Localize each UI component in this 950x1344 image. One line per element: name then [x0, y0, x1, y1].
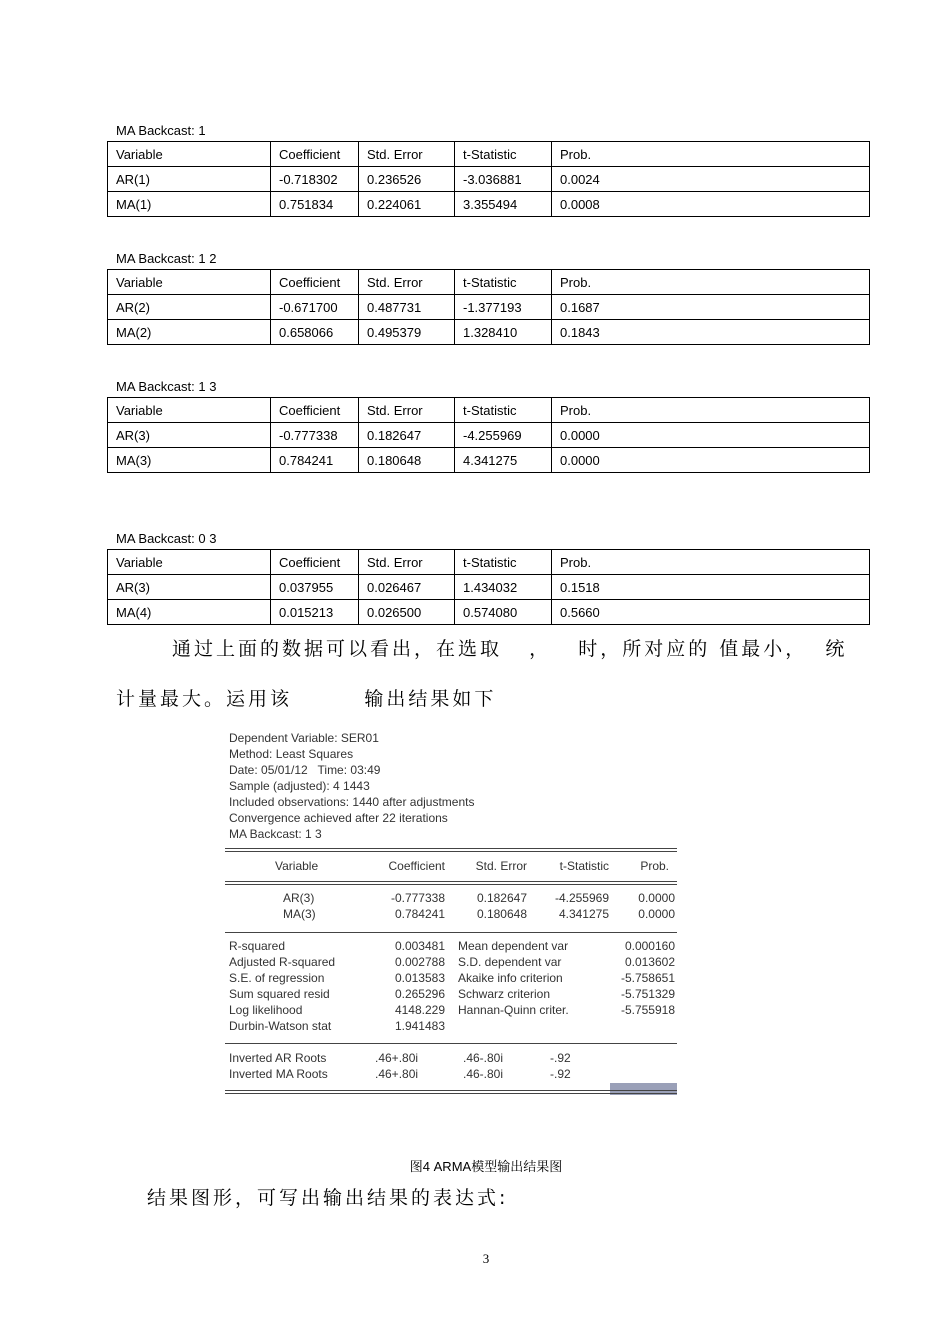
- table-header-cell: t-Statistic: [455, 398, 552, 423]
- eviews-column-header: Variable: [275, 859, 319, 873]
- eviews-stat-value: 0.265296: [394, 987, 445, 1001]
- eviews-stat-label: Log likelihood: [229, 1003, 303, 1017]
- table-caption-backcast-1-2: MA Backcast: 1 2: [116, 251, 217, 266]
- table-cell: 0.0000: [552, 423, 870, 448]
- eviews-stat-label: Sum squared resid: [229, 987, 330, 1001]
- eviews-coef-cell: 0.180648: [476, 907, 527, 921]
- table-cell: 0.658066: [271, 320, 359, 345]
- eviews-root-value: .46+.80i: [375, 1051, 419, 1065]
- divider: [225, 848, 677, 849]
- divider: [225, 1090, 677, 1091]
- eviews-coef-cell: 0.0000: [638, 891, 675, 905]
- table-header-row: [108, 142, 870, 167]
- eviews-stat-value: -5.758651: [620, 971, 675, 985]
- table-cell: 1.328410: [455, 320, 552, 345]
- eviews-root-value: -.92: [550, 1067, 571, 1081]
- eviews-stat-value: 0.013602: [624, 955, 675, 969]
- eviews-root-value: .46-.80i: [463, 1067, 504, 1081]
- table-caption-backcast-1-3: MA Backcast: 1 3: [116, 379, 217, 394]
- eviews-stat-value: 4148.229: [394, 1003, 445, 1017]
- table-header-cell: Variable: [108, 550, 271, 575]
- table-cell: -1.377193: [455, 295, 552, 320]
- table-cell: 0.1518: [552, 575, 870, 600]
- eviews-stat-label: Adjusted R-squared: [229, 955, 336, 969]
- table-row: [108, 192, 870, 217]
- eviews-coef-cell: 0.0000: [638, 907, 675, 921]
- eviews-stat-label: S.D. dependent var: [458, 955, 562, 969]
- eviews-coef-cell: 4.341275: [558, 907, 609, 921]
- eviews-header-line: Method: Least Squares: [229, 747, 354, 761]
- table-cell: 0.236526: [359, 167, 455, 192]
- eviews-stat-label: Hannan-Quinn criter.: [458, 1003, 569, 1017]
- table-cell: 0.182647: [359, 423, 455, 448]
- table-cell: MA(3): [108, 448, 271, 473]
- table-cell: AR(1): [108, 167, 271, 192]
- coefficient-table-backcast-1-2: [107, 269, 870, 345]
- eviews-stat-label: R-squared: [229, 939, 286, 953]
- table-cell: 0.487731: [359, 295, 455, 320]
- table-header-cell: Std. Error: [359, 398, 455, 423]
- table-row: [108, 295, 870, 320]
- table-cell: AR(3): [108, 423, 271, 448]
- table-header-cell: Coefficient: [271, 550, 359, 575]
- table-cell: 1.434032: [455, 575, 552, 600]
- table-cell: 0.0008: [552, 192, 870, 217]
- table-cell: 0.574080: [455, 600, 552, 625]
- page-number: 3: [482, 1251, 490, 1266]
- table-header-cell: Std. Error: [359, 550, 455, 575]
- divider: [225, 851, 677, 852]
- table-cell: 0.180648: [359, 448, 455, 473]
- paragraph-line-2: 计量最大。运用该 输出结果如下: [116, 688, 497, 710]
- table-cell: 0.015213: [271, 600, 359, 625]
- table-cell: 0.495379: [359, 320, 455, 345]
- table-cell: -3.036881: [455, 167, 552, 192]
- table-header-cell: Variable: [108, 142, 271, 167]
- table-cell: -4.255969: [455, 423, 552, 448]
- table-header-cell: Coefficient: [271, 142, 359, 167]
- table-cell: MA(2): [108, 320, 271, 345]
- table-header-cell: t-Statistic: [455, 550, 552, 575]
- coefficient-table-backcast-1: [107, 141, 870, 217]
- eviews-stat-value: 0.002788: [394, 955, 445, 969]
- eviews-roots-label: Inverted AR Roots: [229, 1051, 327, 1065]
- divider: [225, 884, 677, 885]
- table-cell: 0.037955: [271, 575, 359, 600]
- table-cell: AR(3): [108, 575, 271, 600]
- table-header-cell: Prob.: [552, 398, 870, 423]
- table-header-cell: Coefficient: [271, 398, 359, 423]
- table-header-cell: Variable: [108, 398, 271, 423]
- eviews-coef-cell: -4.255969: [554, 891, 609, 905]
- table-cell: -0.777338: [271, 423, 359, 448]
- table-row: [108, 423, 870, 448]
- eviews-stat-value: -5.751329: [620, 987, 675, 1001]
- coefficient-table-backcast-1-3: [107, 397, 870, 473]
- table-row: [108, 167, 870, 192]
- eviews-column-header: Coefficient: [388, 859, 445, 873]
- table-caption-backcast-0-3: MA Backcast: 0 3: [116, 531, 217, 546]
- table-cell: 0.026467: [359, 575, 455, 600]
- figure-caption: 图4 ARMA模型输出结果图: [409, 1159, 563, 1174]
- eviews-stat-value: 0.013583: [394, 971, 445, 985]
- table-header-row: [108, 550, 870, 575]
- divider: [225, 1093, 677, 1094]
- eviews-coef-cell: AR(3): [283, 891, 315, 905]
- eviews-stat-value: 1.941483: [394, 1019, 445, 1033]
- eviews-coef-cell: -0.777338: [390, 891, 445, 905]
- table-cell: 0.1843: [552, 320, 870, 345]
- table-cell: 0.224061: [359, 192, 455, 217]
- table-cell: 0.751834: [271, 192, 359, 217]
- eviews-stat-value: -5.755918: [620, 1003, 675, 1017]
- table-header-cell: t-Statistic: [455, 142, 552, 167]
- eviews-root-value: -.92: [550, 1051, 571, 1065]
- eviews-coef-cell: 0.784241: [394, 907, 445, 921]
- eviews-stat-label: Mean dependent var: [458, 939, 569, 953]
- divider: [225, 881, 677, 882]
- divider: [225, 1043, 677, 1044]
- divider: [225, 932, 677, 933]
- eviews-header-line: Date: 05/01/12 Time: 03:49: [229, 763, 381, 777]
- table-cell: 0.026500: [359, 600, 455, 625]
- table-cell: 0.0000: [552, 448, 870, 473]
- table-cell: 0.0024: [552, 167, 870, 192]
- eviews-column-header: Prob.: [640, 859, 669, 873]
- table-cell: 4.341275: [455, 448, 552, 473]
- closing-line: 结果图形，可写出输出结果的表达式:: [147, 1187, 509, 1209]
- eviews-header-line: Dependent Variable: SER01: [229, 731, 379, 745]
- table-header-cell: Std. Error: [359, 270, 455, 295]
- table-header-cell: Variable: [108, 270, 271, 295]
- eviews-roots-label: Inverted MA Roots: [229, 1067, 328, 1081]
- table-cell: 3.355494: [455, 192, 552, 217]
- table-row: [108, 575, 870, 600]
- eviews-header-line: MA Backcast: 1 3: [229, 827, 322, 841]
- table-header-cell: Coefficient: [271, 270, 359, 295]
- eviews-stat-label: Akaike info criterion: [458, 971, 563, 985]
- eviews-root-value: .46+.80i: [375, 1067, 419, 1081]
- table-header-row: [108, 398, 870, 423]
- table-header-cell: t-Statistic: [455, 270, 552, 295]
- table-cell: MA(4): [108, 600, 271, 625]
- eviews-coef-cell: MA(3): [283, 907, 316, 921]
- table-cell: -0.718302: [271, 167, 359, 192]
- table-header-cell: Prob.: [552, 142, 870, 167]
- eviews-header-line: Included observations: 1440 after adjustments: [229, 795, 475, 809]
- eviews-stat-label: Schwarz criterion: [458, 987, 551, 1001]
- eviews-header-line: Sample (adjusted): 4 1443: [229, 779, 370, 793]
- table-cell: AR(2): [108, 295, 271, 320]
- eviews-column-header: t-Statistic: [559, 859, 609, 873]
- eviews-root-value: .46-.80i: [463, 1051, 504, 1065]
- table-caption-backcast-1: MA Backcast: 1: [116, 123, 206, 138]
- eviews-column-header: Std. Error: [475, 859, 527, 873]
- eviews-stat-label: S.E. of regression: [229, 971, 325, 985]
- eviews-output-figure: [225, 728, 680, 1103]
- table-cell: 0.784241: [271, 448, 359, 473]
- eviews-header-line: Convergence achieved after 22 iterations: [229, 811, 448, 825]
- eviews-stat-value: 0.000160: [624, 939, 675, 953]
- table-row: [108, 448, 870, 473]
- table-header-cell: Prob.: [552, 550, 870, 575]
- table-row: [108, 320, 870, 345]
- table-cell: 0.5660: [552, 600, 870, 625]
- paragraph-line-1: 通过上面的数据可以看出，在选取 ， 时，所对应的 值最小， 统: [172, 638, 848, 660]
- table-cell: MA(1): [108, 192, 271, 217]
- table-header-cell: Std. Error: [359, 142, 455, 167]
- eviews-stat-value: 0.003481: [394, 939, 445, 953]
- table-header-cell: Prob.: [552, 270, 870, 295]
- table-cell: 0.1687: [552, 295, 870, 320]
- coefficient-table-backcast-0-3: [107, 549, 870, 625]
- eviews-coef-cell: 0.182647: [476, 891, 527, 905]
- table-header-row: [108, 270, 870, 295]
- eviews-stat-label: Durbin-Watson stat: [229, 1019, 332, 1033]
- table-cell: -0.671700: [271, 295, 359, 320]
- table-row: [108, 600, 870, 625]
